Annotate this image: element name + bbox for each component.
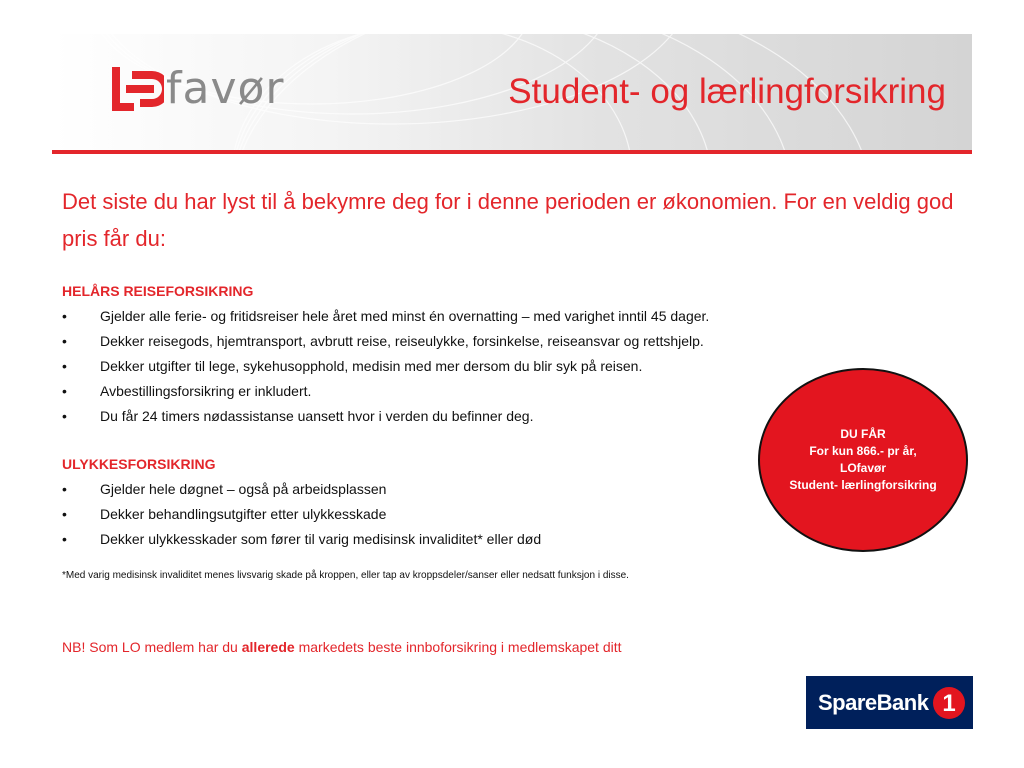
list-item: • Dekker ulykkesskader som fører til varig medisinsk invaliditet* eller død — [62, 531, 542, 547]
nb-emphasis: allerede — [241, 639, 295, 655]
nb-note: NB! Som LO medlem har du allerede markedets beste innboforsikring i medlemskapet ditt — [62, 639, 622, 655]
offer-line: LOfavør — [839, 461, 886, 475]
sparebank-wordmark: SpareBank — [818, 689, 929, 715]
intro-text: Det siste du har lyst til å bekymre deg for i denne perioden er økonomien. For en veldig god pris får du: — [62, 189, 954, 251]
logo-wordmark: favør — [166, 63, 285, 114]
sparebank-logo — [806, 676, 973, 729]
list-item: • Avbestillingsforsikring er inkludert. — [62, 383, 312, 399]
offer-line: DU FÅR — [840, 427, 886, 441]
offer-line: Student- lærlingforsikring — [789, 478, 937, 492]
sparebank-one-icon — [932, 686, 966, 720]
footnote: *Med varig medisinsk invaliditet menes livsvarig skade på kroppen, eller tap av kroppsdeler/sanser eller nedsatt funksjon i disse. — [62, 570, 629, 581]
list-item: • Dekker behandlingsutgifter etter ulykkesskade — [62, 506, 387, 522]
page-title: Student- og lærlingforsikring — [508, 72, 946, 111]
accident-bullet-list — [62, 477, 541, 552]
list-item: • Gjelder hele døgnet – også på arbeidsplassen — [62, 481, 387, 497]
header-divider — [52, 150, 972, 154]
lo-favor-logo — [112, 63, 285, 114]
list-item: • Gjelder alle ferie- og fritidsreiser hele året med minst én overnatting – med varighet inntil 45 dager. — [62, 308, 710, 324]
svg-text:1: 1 — [942, 689, 957, 717]
lo-logo-icon — [112, 67, 164, 111]
travel-bullet-list — [62, 304, 709, 429]
list-item: • Du får 24 timers nødassistanse uansett hvor i verden du befinner deg. — [62, 408, 534, 424]
list-item: • Dekker utgifter til lege, sykehusopphold, medisin med mer dersom du blir syk på reisen. — [62, 358, 643, 374]
section-heading-accident: ULYKKESFORSIKRING — [62, 456, 216, 472]
list-item: • Dekker reisegods, hjemtransport, avbrutt reise, reiseulykke, forsinkelse, reiseansvar og rettshjelp. — [62, 333, 704, 349]
offer-line: For kun 866.- pr år, — [809, 444, 917, 458]
offer-badge — [758, 368, 968, 552]
section-heading-travel: HELÅRS REISEFORSIKRING — [62, 283, 254, 299]
